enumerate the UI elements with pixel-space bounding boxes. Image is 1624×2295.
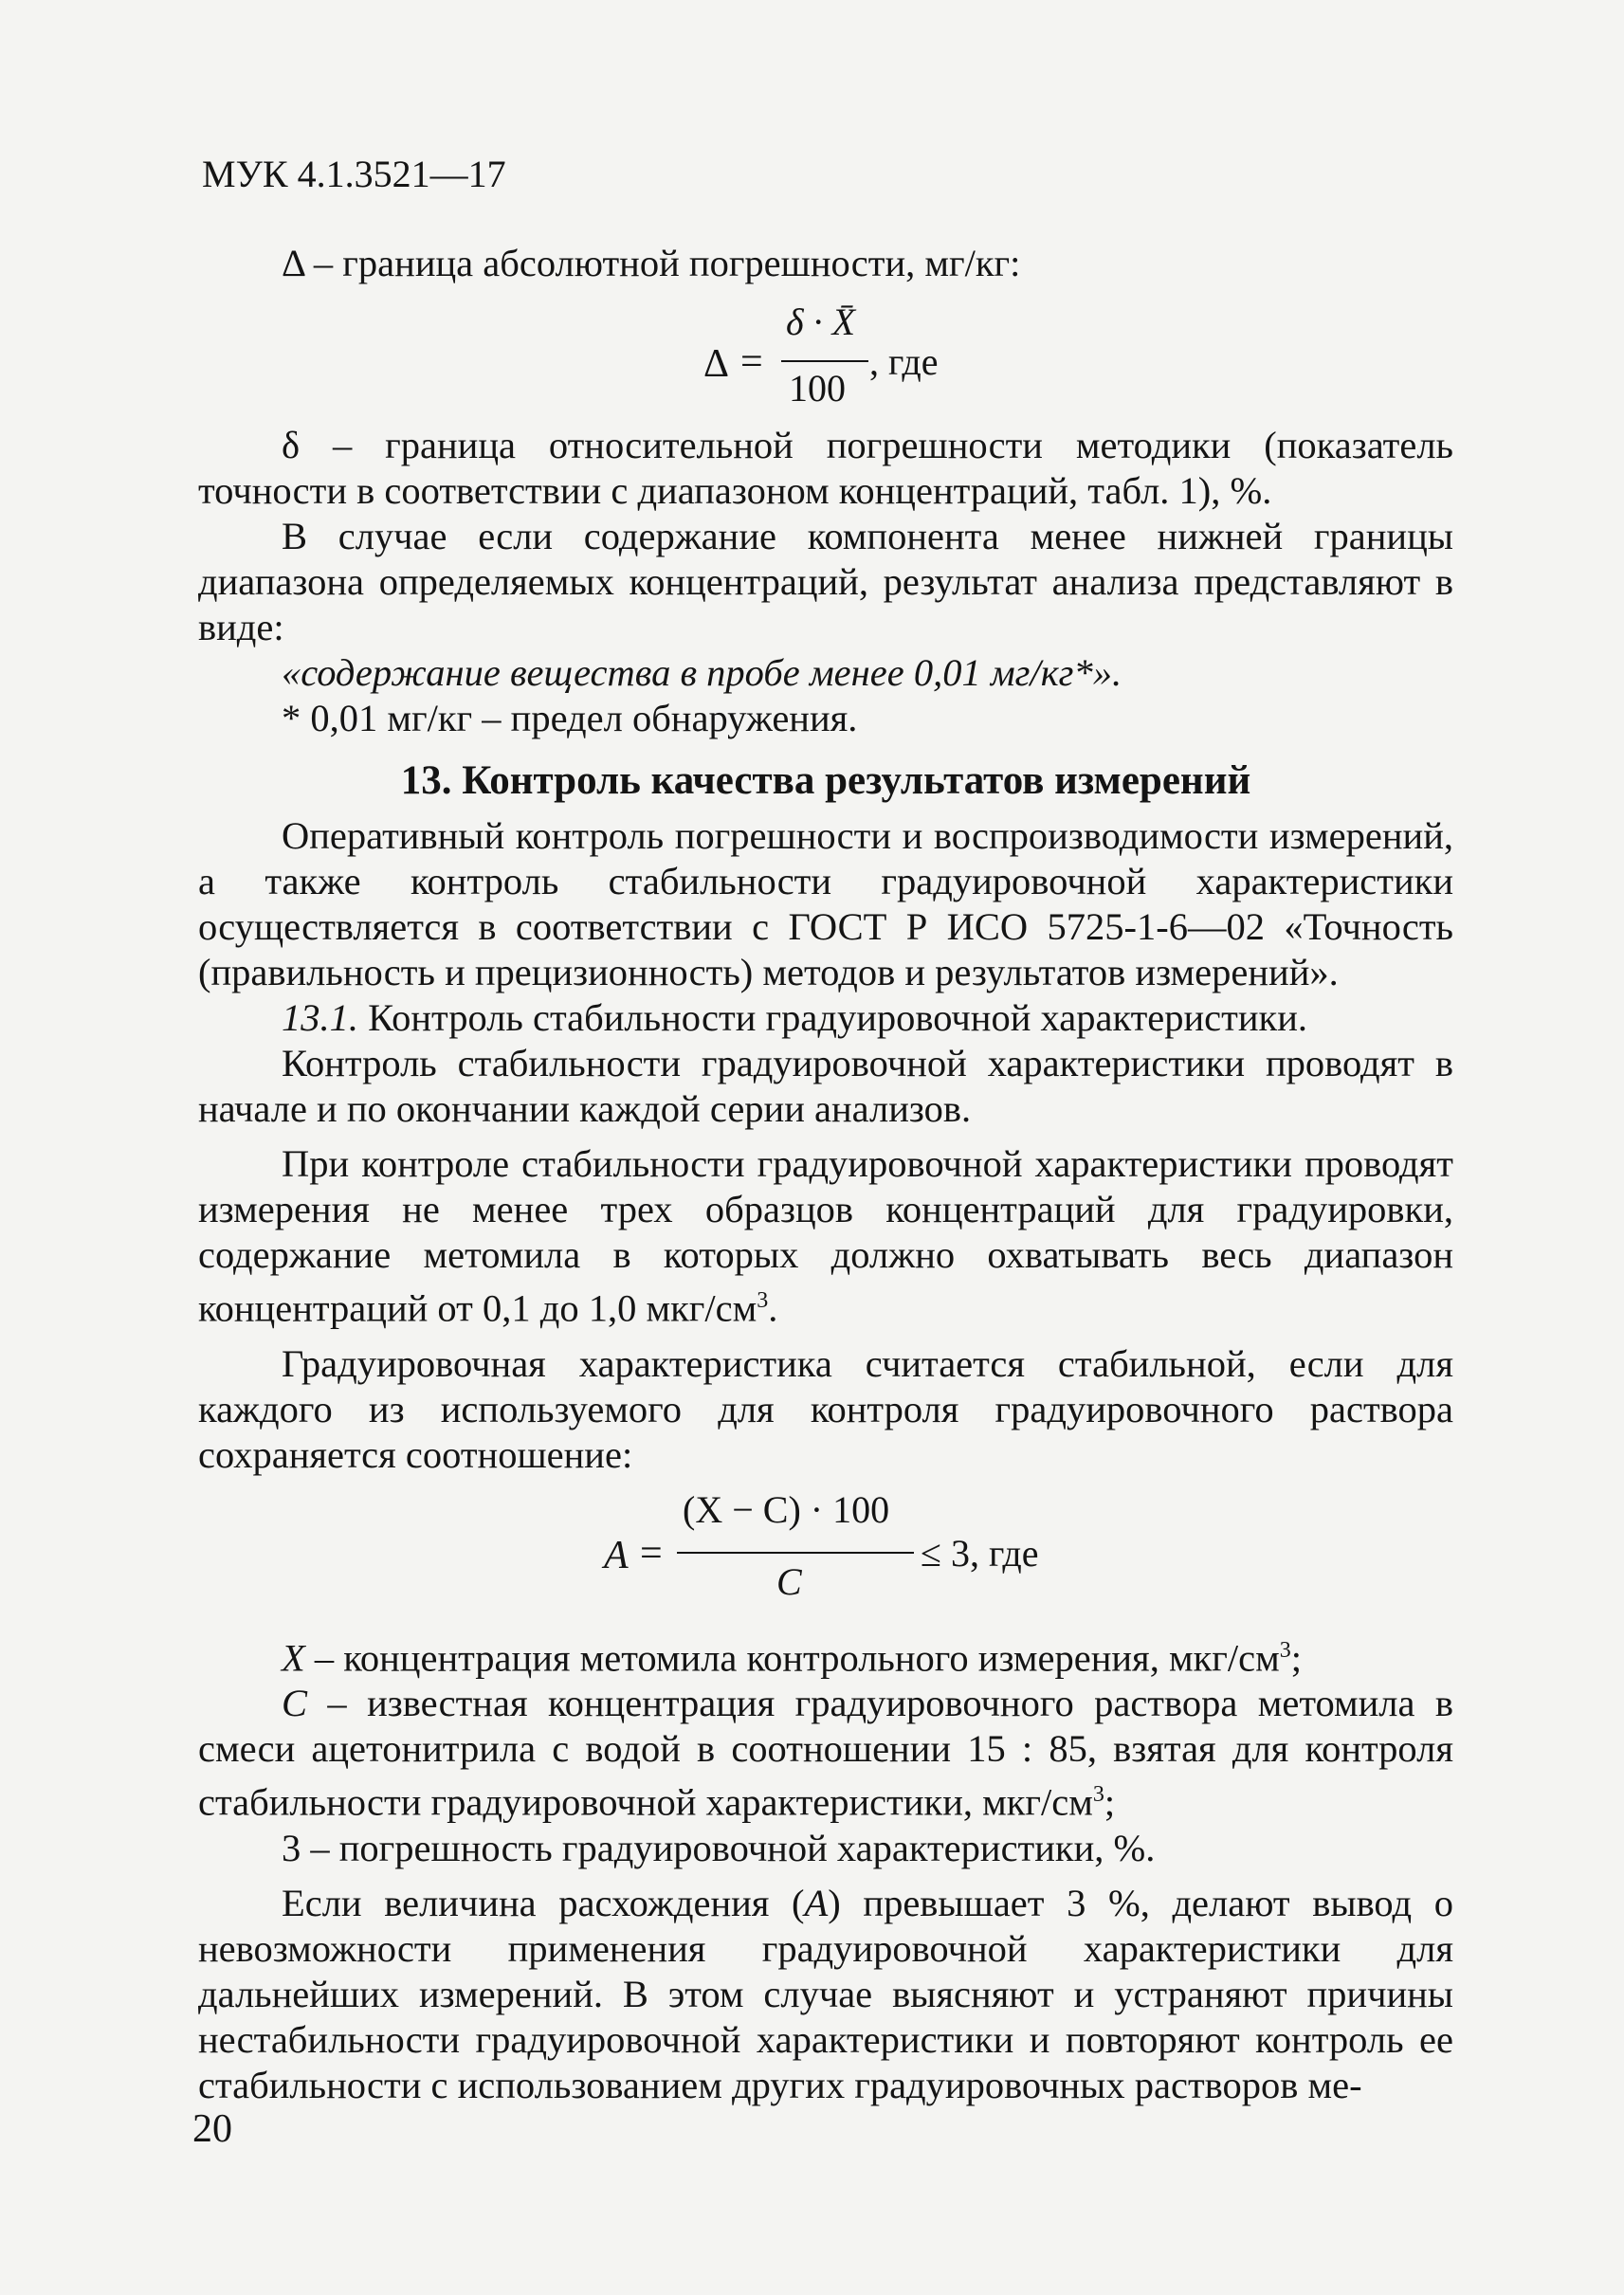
subsection-title: Контроль стабильности градуировочной характеристики. [368, 996, 1308, 1039]
section-paragraph-5 [198, 1881, 1453, 2108]
delta-definition: Δ – граница абсолютной погрешности, мг/кг: [282, 242, 1021, 284]
formula2-equals: = [640, 1531, 663, 1576]
formula1-suffix: , где [869, 340, 939, 383]
c-symbol: C [282, 1682, 308, 1724]
delta-relative-definition: δ – граница относительной погрешности методики (показатель точности в соответствии с диапазоном концентраций, табл. 1), %. [198, 424, 1453, 512]
formula2-fraction-bar [677, 1552, 914, 1554]
c-definition-text: – известная концентрация градуировочного раствора метомила в смеси ацетонитрила с водой в соотношении 15 : 85, взятая для контроля стабильности градуировочной характеристики, мкг/см [198, 1682, 1453, 1824]
x-sup: 3 [1279, 1637, 1291, 1663]
formula1-denominator: 100 [789, 367, 846, 410]
x-end: ; [1290, 1636, 1302, 1679]
formula-stability [198, 1484, 1453, 1628]
formula1-fraction-bar [781, 360, 868, 362]
formula2-numerator: (X − C) · 100 [683, 1487, 890, 1531]
c-definition [198, 1681, 1453, 1826]
formula1-equals: = [740, 340, 763, 384]
formula-absolute-error [198, 286, 1453, 423]
formula2-denominator: C [776, 1559, 802, 1603]
section-paragraph-3 [198, 1141, 1453, 1332]
subsection-heading [198, 995, 1453, 1041]
c-sup: 3 [1092, 1782, 1104, 1807]
x-definition-text: – концентрация метомила контрольного измерения, мкг/см [304, 1636, 1280, 1679]
formula2-lhs: A [604, 1533, 629, 1577]
section-paragraph-4: Градуировочная характеристика считается стабильной, если для каждого из используемого для контроля градуировочного раствора сохраняется соотношение: [198, 1341, 1453, 1476]
formula1-lhs: Δ [703, 342, 730, 386]
paragraph-3-text: При контроле стабильности градуировочной характеристики проводят измерения не менее трех образцов концентраций для градуировки, содержание метомила в которых должно охватывать весь диапазон концентраций от 0,1 до 1,0 мкг/см [198, 1142, 1453, 1330]
page-number: 20 [192, 2107, 232, 2151]
subsection-number: 13.1. [282, 996, 358, 1039]
section-paragraph-2: Контроль стабильности градуировочной характеристики проводят в начале и по окончании каждой серии анализов. [198, 1042, 1453, 1130]
x-definition [198, 1628, 1453, 1682]
paragraph-3-end: . [768, 1286, 778, 1330]
three-definition: 3 – погрешность градуировочной характеристики, %. [282, 1826, 1156, 1869]
document-header: МУК 4.1.3521—17 [202, 153, 506, 195]
below-range-paragraph: В случае если содержание компонента менее нижней границы диапазона определяемых концентраций, результат анализа представляют в виде: [198, 515, 1453, 648]
c-end: ; [1104, 1780, 1116, 1824]
document-body [198, 241, 1453, 2108]
x-symbol: X [282, 1636, 305, 1679]
section-paragraph-1: Оперативный контроль погрешности и воспроизводимости измерений, а также контроль стабильности градуировочной характеристики осуществляется в соответствии с ГОСТ Р ИСО 5725-1-6—02 «Точность (правильность и прецизионность) методов и результатов измерений». [198, 814, 1453, 993]
paragraph-3-sup: 3 [757, 1288, 769, 1313]
paragraph-5-start: Если величина расхождения ( [282, 1881, 805, 1924]
paragraph-5-rest: ) превышает 3 %, делают вывод о невозможности применения градуировочной характеристики для дальнейших измерений. В этом случае выясняют и устраняют причины нестабильности градуировочной характеристики и повторяют контроль ее стабильности с использованием других градуировочных растворов ме- [198, 1881, 1453, 2106]
result-quote-text: «содержание вещества в пробе менее 0,01 мг/кг*». [282, 651, 1122, 694]
result-quote [198, 650, 1453, 696]
formula2-suffix: ≤ 3, где [921, 1531, 1039, 1575]
section-title: 13. Контроль качества результатов измерений [400, 758, 1251, 803]
formula1-numerator: δ · X̄ [786, 301, 856, 343]
paragraph-5-symbol: A [804, 1881, 829, 1924]
detection-limit-footnote: * 0,01 мг/кг – предел обнаружения. [282, 697, 858, 739]
